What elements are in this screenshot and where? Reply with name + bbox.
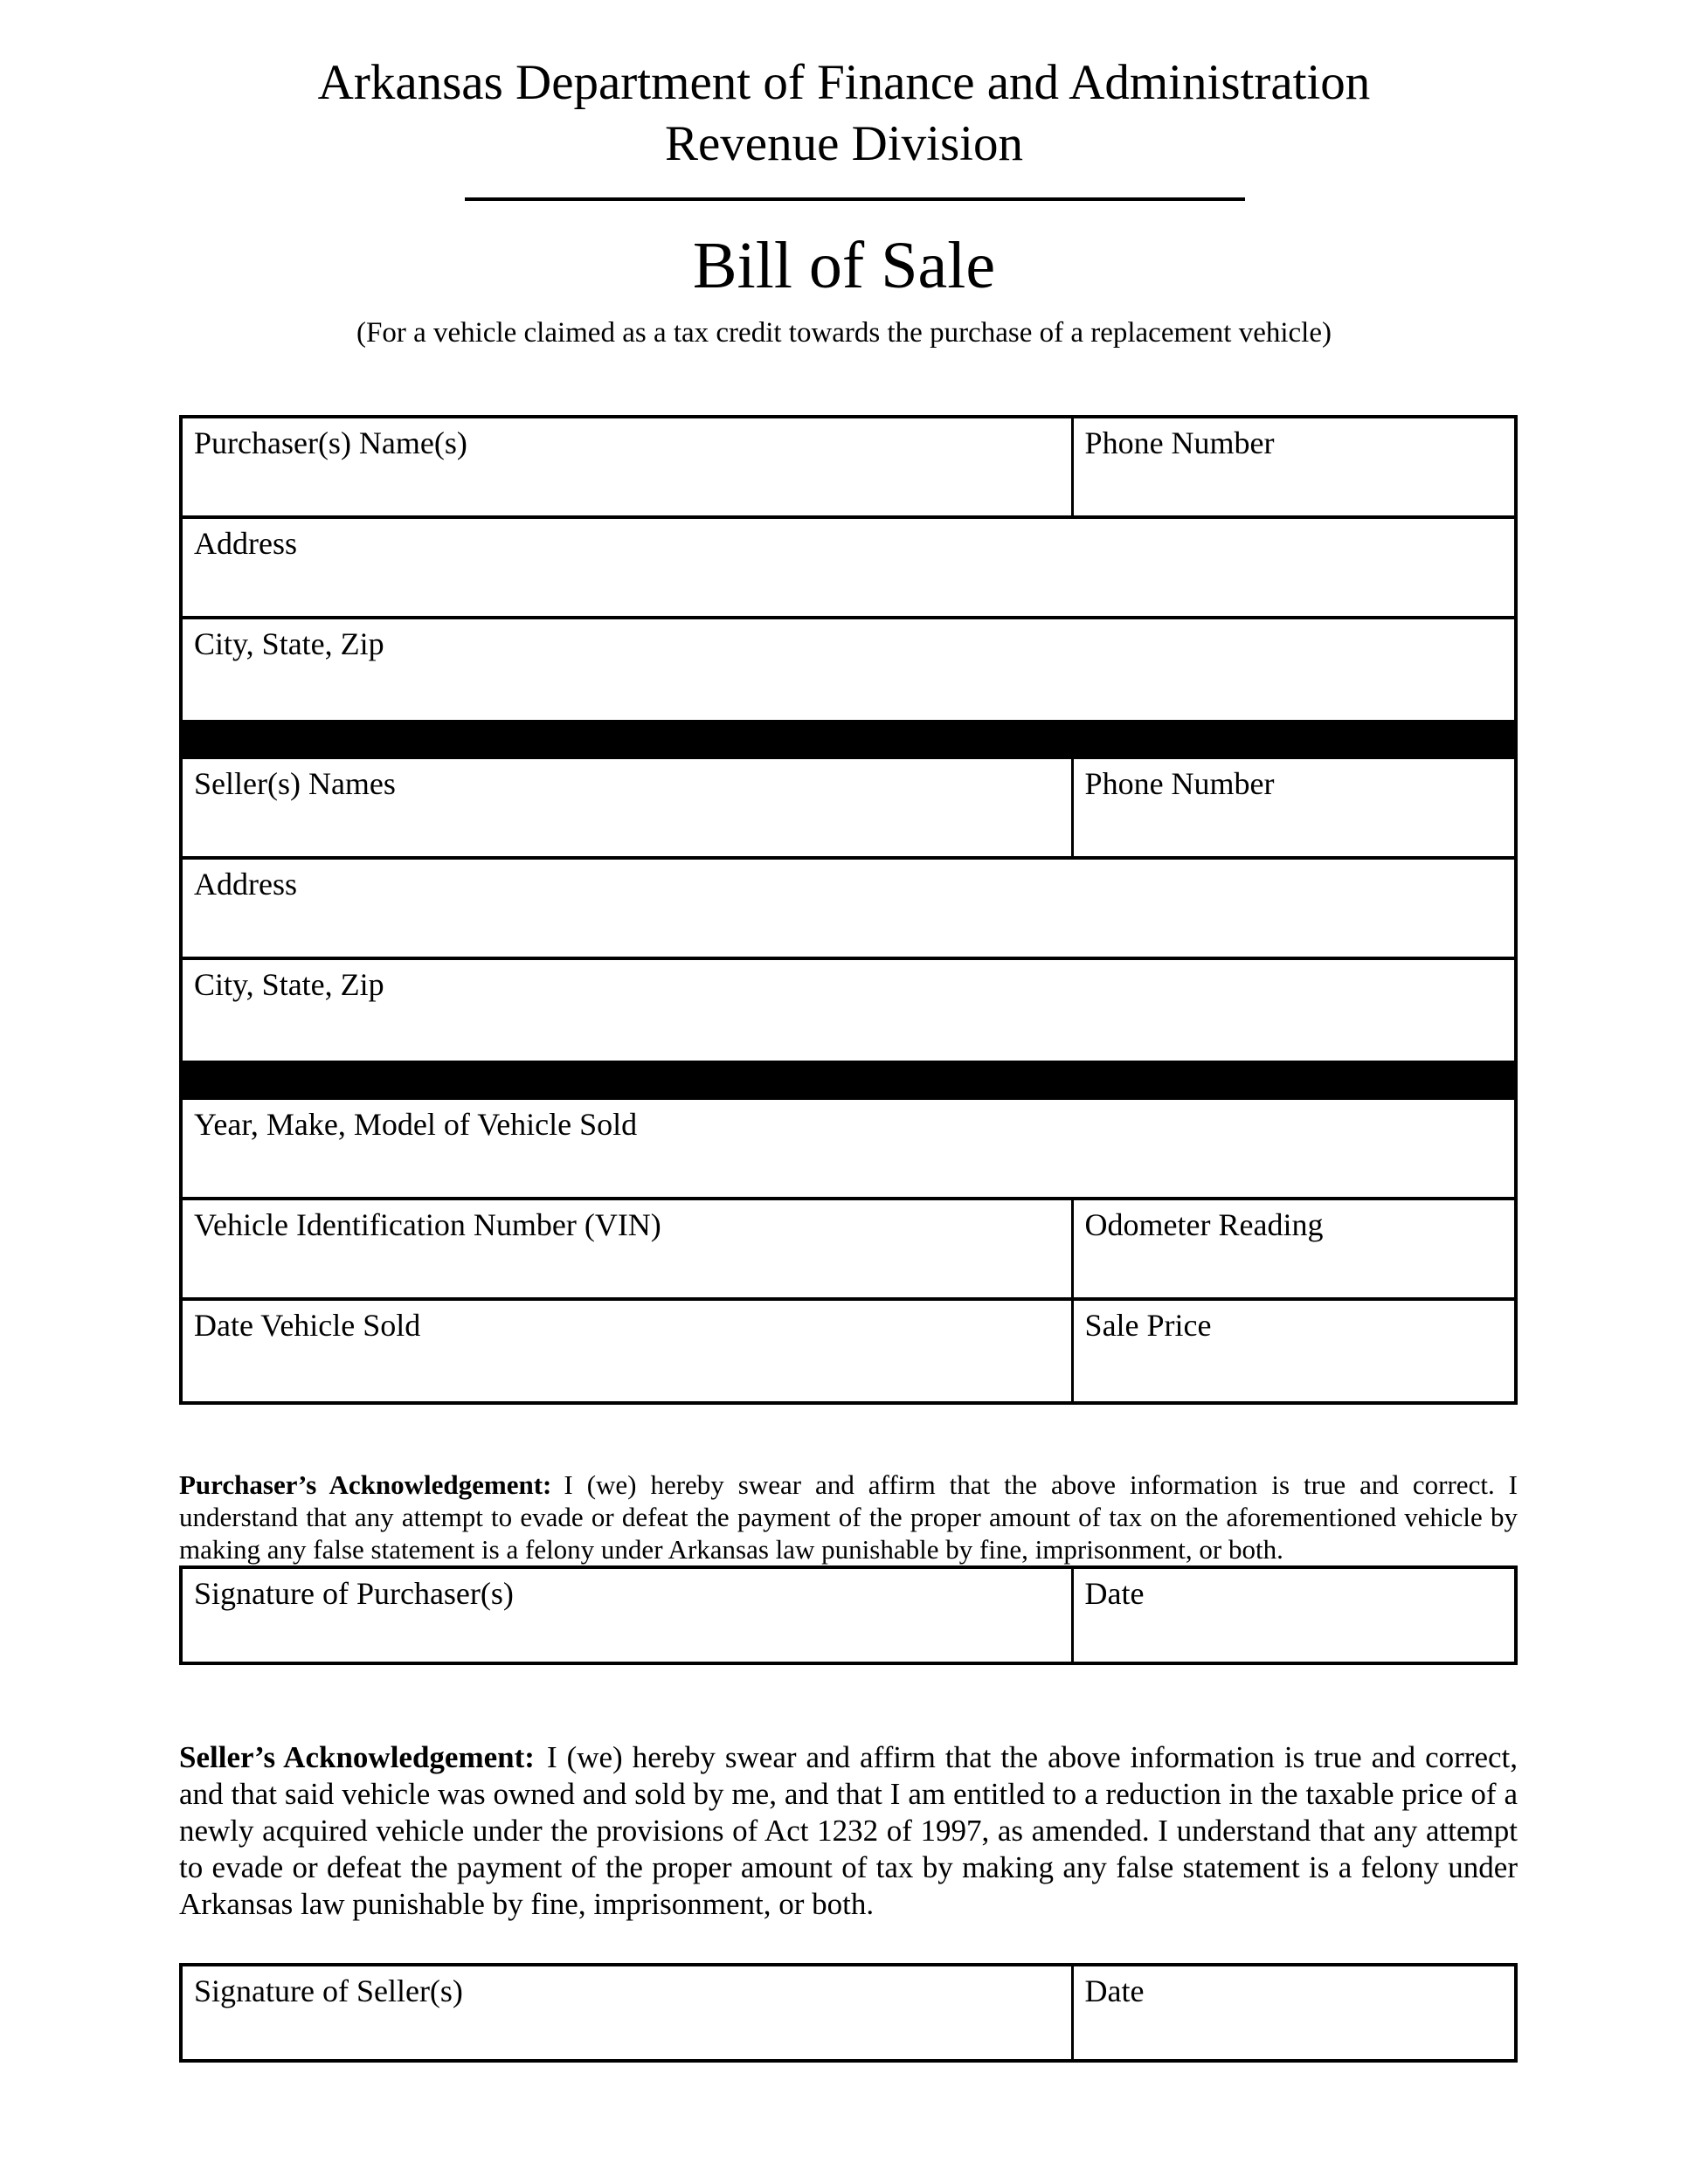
- seller-signature-table: [179, 1963, 1518, 2063]
- purchaser-signature-row: [183, 1569, 1514, 1662]
- purchaser-name-label: Purchaser(s) Name(s): [194, 425, 467, 460]
- seller-city-state-zip-label: City, State, Zip: [194, 967, 384, 1002]
- seller-acknowledgement-label: Seller’s Acknowledgement:: [179, 1740, 535, 1774]
- purchaser-phone-field[interactable]: [1074, 418, 1514, 515]
- seller-name-row: [183, 759, 1514, 860]
- odometer-label: Odometer Reading: [1084, 1207, 1324, 1242]
- seller-address-label: Address: [194, 867, 297, 902]
- vehicle-ymm-row: [183, 1100, 1514, 1200]
- vehicle-info-table: [179, 1096, 1518, 1405]
- year-make-model-field[interactable]: [183, 1100, 1514, 1197]
- vin-field[interactable]: [183, 1200, 1074, 1297]
- purchaser-name-row: [183, 418, 1514, 519]
- purchaser-signature-label: Signature of Purchaser(s): [194, 1576, 514, 1611]
- seller-address-field[interactable]: [183, 860, 1514, 957]
- division-name: Revenue Division: [664, 116, 1024, 171]
- purchaser-name-field[interactable]: [183, 418, 1074, 515]
- seller-name-field[interactable]: [183, 759, 1074, 856]
- seller-city-state-zip-field[interactable]: [183, 960, 1514, 1061]
- seller-signature-label: Signature of Seller(s): [194, 1973, 463, 2008]
- purchaser-address-field[interactable]: [183, 519, 1514, 616]
- document-header: [0, 52, 1688, 175]
- purchaser-signature-date-field[interactable]: [1074, 1569, 1514, 1662]
- purchaser-city-state-zip-label: City, State, Zip: [194, 626, 384, 661]
- seller-address-row: [183, 860, 1514, 960]
- seller-signature-date-field[interactable]: [1074, 1966, 1514, 2059]
- date-sold-field[interactable]: [183, 1301, 1074, 1401]
- seller-acknowledgement: [179, 1739, 1518, 1923]
- purchaser-address-label: Address: [194, 526, 297, 561]
- seller-phone-field[interactable]: [1074, 759, 1514, 856]
- purchaser-info-table: [179, 415, 1518, 723]
- odometer-field[interactable]: [1074, 1200, 1514, 1297]
- purchaser-signature-table: [179, 1565, 1518, 1665]
- purchaser-address-row: [183, 519, 1514, 619]
- section-divider-bar: [179, 723, 1518, 756]
- sale-price-label: Sale Price: [1084, 1308, 1212, 1343]
- purchaser-city-row: [183, 619, 1514, 720]
- date-sold-label: Date Vehicle Sold: [194, 1308, 421, 1343]
- purchaser-acknowledgement-label: Purchaser’s Acknowledgement:: [179, 1469, 552, 1500]
- seller-signature-date-label: Date: [1084, 1973, 1145, 2008]
- seller-acknowledgement-text: I (we) hereby swear and affirm that the above information is true and correct, and that said vehicle was owned and sold by me, and that I am entitled to a reduction in the taxable price of a newly acquired vehicle under the provisions of Act 1232 of 1997, as amended. I understand that any attempt to evade or defeat the payment of the proper amount of tax by making any false statement is a felony under Arkansas law punishable by fine, imprisonment, or both.: [179, 1740, 1519, 1921]
- section-divider-bar: [179, 1064, 1518, 1096]
- vehicle-vin-row: [183, 1200, 1514, 1301]
- purchaser-acknowledgement: [179, 1469, 1518, 1565]
- vin-label: Vehicle Identification Number (VIN): [194, 1207, 661, 1242]
- seller-signature-field[interactable]: [183, 1966, 1074, 2059]
- agency-name: Arkansas Department of Finance and Administration: [317, 55, 1371, 110]
- sale-price-field[interactable]: [1074, 1301, 1514, 1401]
- seller-info-table: [179, 756, 1518, 1064]
- purchaser-acknowledgement-text: I (we) hereby swear and affirm that the above information is true and correct. I understand that any attempt to evade or defeat the payment of the proper amount of tax on the aforementioned vehicle by making any false statement is a felony under Arkansas law punishable by fine, imprisonment, or both.: [179, 1469, 1518, 1565]
- form-title: Bill of Sale: [692, 229, 996, 302]
- purchaser-phone-label: Phone Number: [1084, 425, 1275, 460]
- seller-phone-label: Phone Number: [1084, 766, 1275, 801]
- purchaser-signature-date-label: Date: [1084, 1576, 1145, 1611]
- purchaser-signature-field[interactable]: [183, 1569, 1074, 1662]
- year-make-model-label: Year, Make, Model of Vehicle Sold: [194, 1107, 638, 1142]
- purchaser-city-state-zip-field[interactable]: [183, 619, 1514, 720]
- seller-city-row: [183, 960, 1514, 1061]
- vehicle-sale-row: [183, 1301, 1514, 1401]
- form-subtitle: (For a vehicle claimed as a tax credit towards the purchase of a replacement vehicle): [356, 317, 1332, 349]
- seller-name-label: Seller(s) Names: [194, 766, 396, 801]
- seller-signature-row: [183, 1966, 1514, 2059]
- header-divider-line: [465, 197, 1245, 201]
